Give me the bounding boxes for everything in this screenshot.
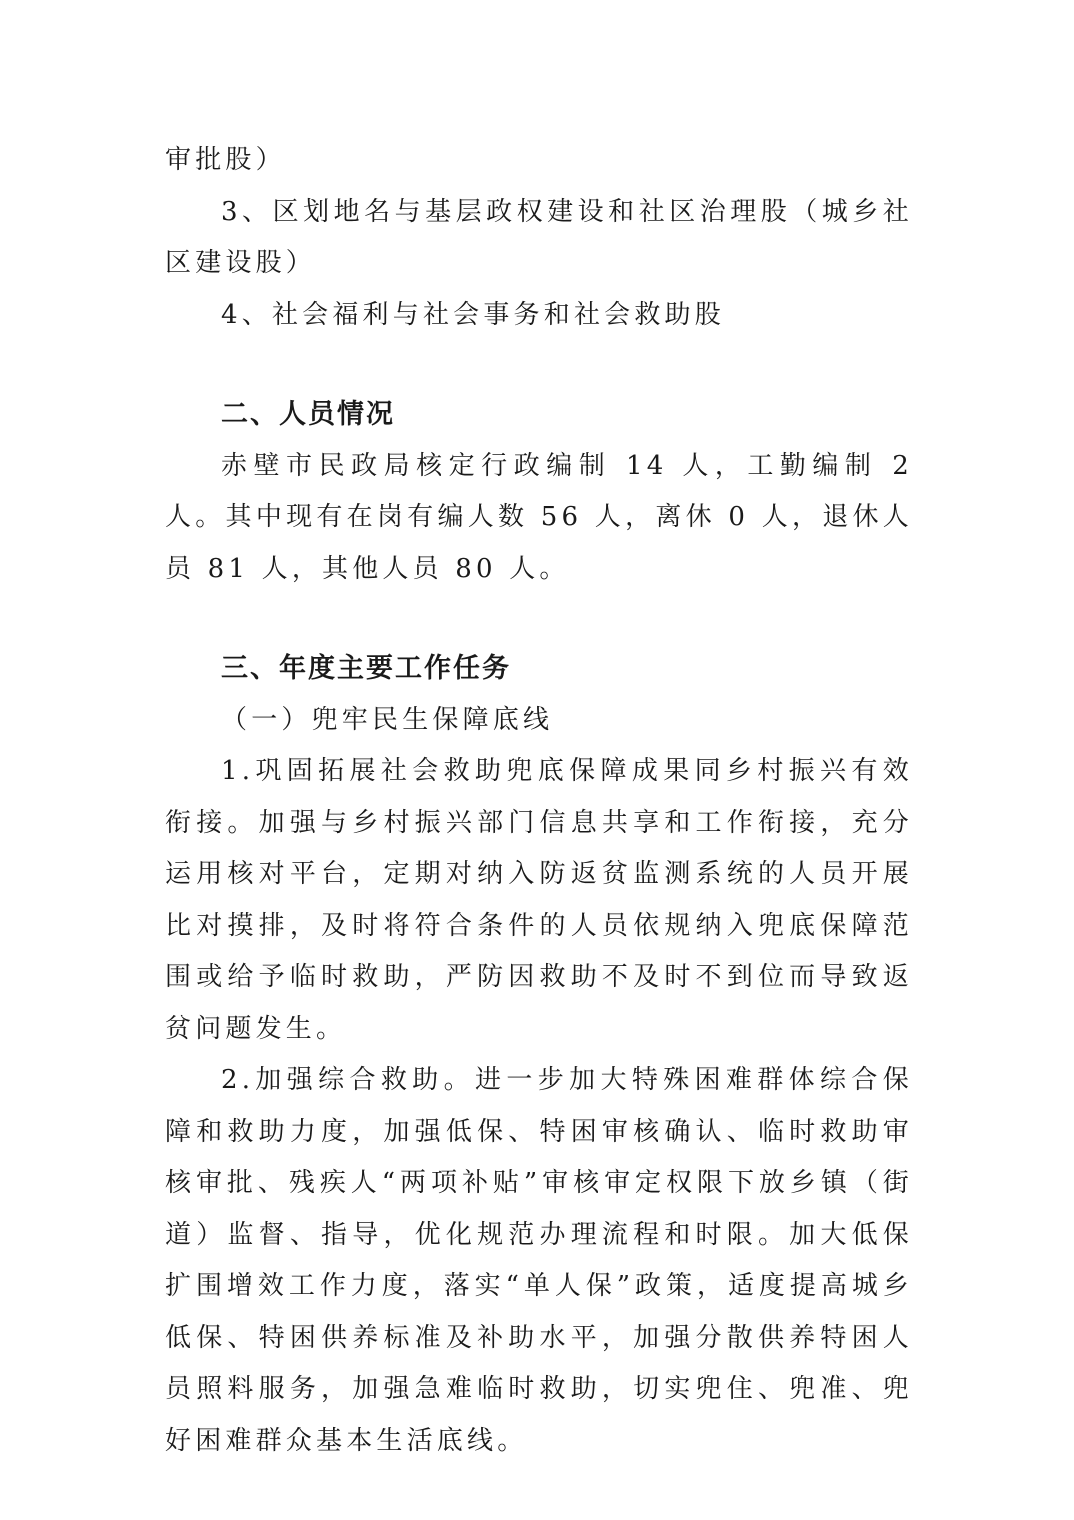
section-spacer — [165, 595, 913, 643]
body-paragraph: 审批股） — [165, 145, 286, 175]
section-heading: 二、人员情况 — [221, 399, 395, 430]
body-paragraph: 2.加强综合救助。进一步加大特殊困难群体综合保障和救助力度，加强低保、特困审核确认、临时救助审核审批、残疾人“两项补贴”审核审定权限下放乡镇（街道）监督、指导，优化规范办理流程和时限。加大低保扩围增效工作力度，落实“单人保”政策，适度提高城乡低保、特困供养标准及补助水平，加强分散供养特困人员照料服务，加强急难临时救助，切实兜住、兜准、兜好困难群众基本生活底线。 — [165, 1065, 913, 1456]
body-paragraph: （一）兜牢民生保障底线 — [221, 704, 554, 735]
section-spacer — [165, 341, 913, 389]
body-paragraph: 1.巩固拓展社会救助兜底保障成果同乡村振兴有效衔接。加强与乡村振兴部门信息共享和工作衔接，充分运用核对平台，定期对纳入防返贫监测系统的人员开展比对摸排，及时将符合条件的人员依规纳入兜底保障范围或给予临时救助，严防因救助不及时不到位而导致返贫问题发生。 — [165, 756, 913, 1044]
section-heading: 三、年度主要工作任务 — [221, 653, 511, 684]
body-paragraph: 4、社会福利与社会事务和社会救助股 — [221, 299, 725, 330]
body-paragraph: 赤壁市民政局核定行政编制 14 人，工勤编制 2 人。其中现有在岗有编人数 56 人，离休 0 人，退休人员 81 人，其他人员 80 人。 — [165, 450, 913, 584]
document-body — [165, 135, 913, 1467]
body-paragraph: 3、区划地名与基层政权建设和社区治理股（城乡社区建设股） — [165, 196, 913, 278]
